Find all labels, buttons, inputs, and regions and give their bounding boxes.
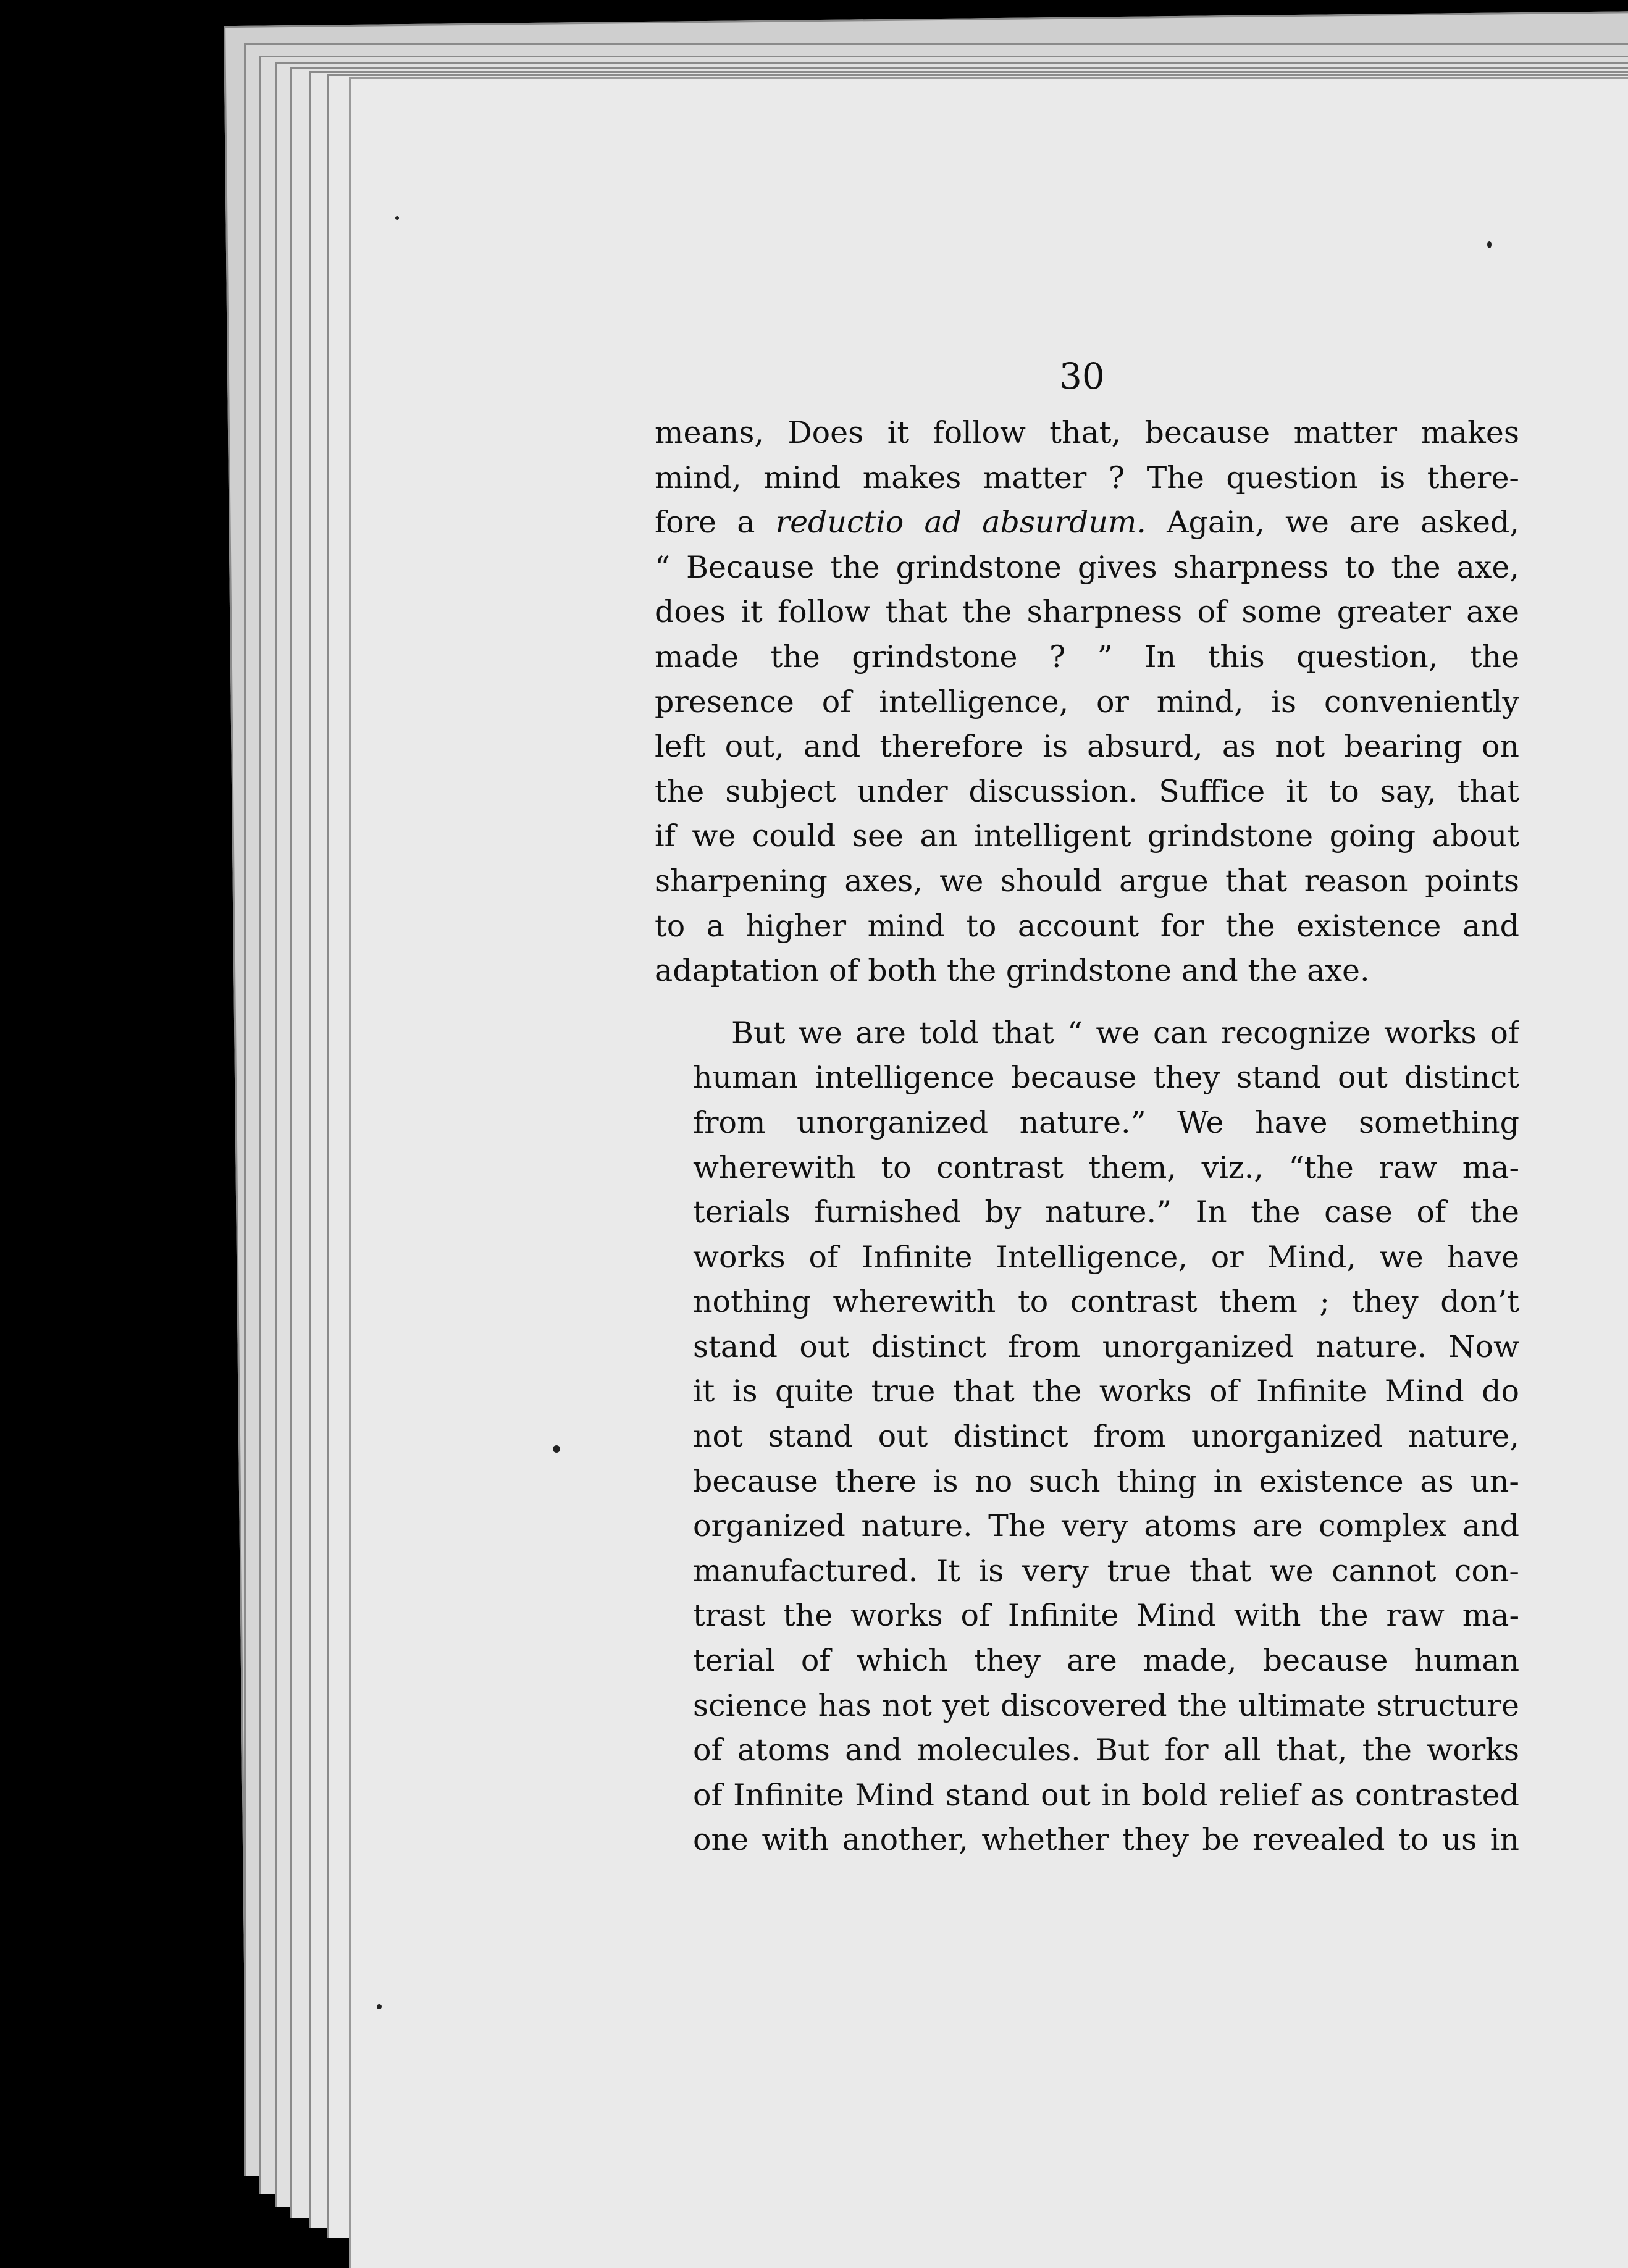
text-line: wherewith to contrast them, viz., “the raw ma-: [693, 1149, 1519, 1185]
text-line: stand out distinct from unorganized nature. Now: [693, 1329, 1519, 1364]
text-line: nothing wherewith to contrast them ; they don’t: [693, 1284, 1519, 1320]
text-line: organized nature. The very atoms are complex and: [693, 1508, 1519, 1544]
text-span: Again, we are asked,: [1146, 505, 1519, 540]
paragraph-1: [655, 411, 1519, 994]
text-span: fore a: [655, 505, 776, 540]
text-line: adaptation of both the grindstone and the axe.: [655, 953, 1370, 989]
text-line: it is quite true that the works of Infinite Mind do: [693, 1374, 1519, 1409]
text-line: left out, and therefore is absurd, as not bearing on: [655, 729, 1519, 765]
text-line: mind, mind makes matter ? The question is there-: [655, 460, 1519, 495]
scan-speck: [553, 1445, 560, 1453]
scan-speck: [377, 2004, 382, 2009]
text-line: “ Because the grindstone gives sharpness to the axe,: [655, 549, 1519, 585]
paragraph-2: [655, 1011, 1519, 1863]
text-line: made the grindstone ? ” In this question, the: [655, 639, 1519, 674]
text-line: trast the works of Infinite Mind with the raw ma-: [693, 1598, 1519, 1634]
text-line: from unorganized nature.” We have something: [693, 1104, 1519, 1140]
text-line: of atoms and molecules. But for all that, the works: [693, 1732, 1519, 1768]
page-number: 30: [1059, 355, 1105, 397]
text-line: presence of intelligence, or mind, is conveniently: [655, 684, 1519, 720]
text-line: the subject under discussion. Suffice it to say, that: [655, 773, 1519, 809]
text-line: science has not yet discovered the ultimate structure: [693, 1687, 1519, 1723]
text-line: not stand out distinct from unorganized nature,: [693, 1419, 1519, 1455]
scan-speck: [395, 216, 399, 220]
text-line: But we are told that “ we can recognize works of: [731, 1015, 1519, 1051]
text-line: terials furnished by nature.” In the case of the: [693, 1195, 1519, 1230]
text-line: because there is no such thing in existence as un-: [693, 1463, 1519, 1499]
text-line: sharpening axes, we should argue that reason points: [655, 863, 1519, 899]
text-line: does it follow that the sharpness of some greater axe: [655, 594, 1519, 630]
text-line: means, Does it follow that, because matter makes: [655, 415, 1519, 450]
text-line: one with another, whether they be revealed to us in: [693, 1822, 1519, 1858]
text-line: terial of which they are made, because human: [693, 1643, 1519, 1679]
italic-phrase: reductio ad absurdum.: [775, 505, 1146, 540]
text-line: [655, 500, 1519, 545]
scan-speck: [1487, 241, 1492, 248]
text-line: manufactured. It is very true that we cannot con-: [693, 1553, 1519, 1589]
text-line: works of Infinite Intelligence, or Mind, we have: [693, 1239, 1519, 1275]
text-line: of Infinite Mind stand out in bold relief as contrasted: [693, 1777, 1519, 1813]
body-text: [655, 411, 1519, 1863]
text-line: human intelligence because they stand out distinct: [693, 1060, 1519, 1096]
text-line: to a higher mind to account for the existence and: [655, 908, 1519, 944]
text-line: if we could see an intelligent grindstone going about: [655, 818, 1519, 854]
